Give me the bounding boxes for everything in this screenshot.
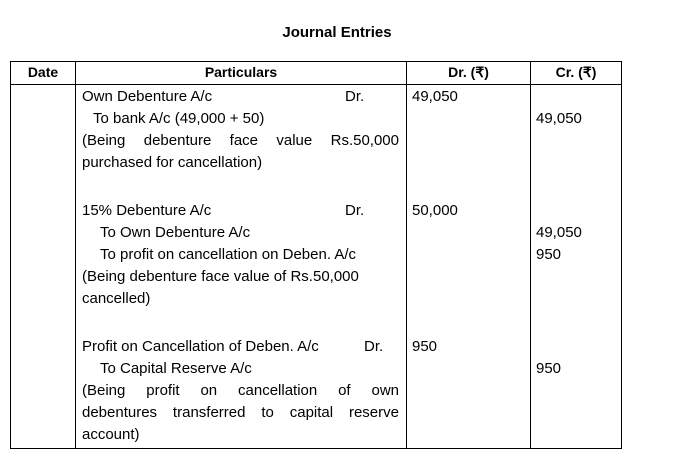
credit-amount: 950 — [536, 360, 562, 377]
credit-account: To Capital Reserve A/c — [100, 360, 252, 377]
column-divider — [530, 62, 531, 448]
header-date: Date — [27, 64, 59, 80]
journal-table — [10, 61, 622, 449]
debit-account: Own Debenture A/c — [82, 88, 213, 105]
narration-line: (Being debenture face value of Rs.50,000 — [82, 268, 359, 285]
dr-marker: Dr. — [364, 338, 384, 355]
page-title: Journal Entries — [282, 24, 392, 41]
header-dr: Dr. (₹) — [448, 64, 489, 80]
credit-account: To profit on cancellation on Deben. A/c — [100, 246, 356, 263]
debit-amount: 50,000 — [412, 202, 458, 219]
narration-line: purchased for cancellation) — [82, 154, 263, 171]
header-divider — [11, 84, 621, 85]
dr-marker: Dr. — [345, 88, 365, 105]
credit-amount: 49,050 — [536, 110, 582, 127]
credit-account: To bank A/c (49,000 + 50) — [93, 110, 265, 127]
header-cr: Cr. (₹) — [555, 64, 597, 80]
debit-account: Profit on Cancellation of Deben. A/c — [82, 338, 319, 355]
narration-line: cancelled) — [82, 290, 151, 307]
narration-line: (Being profit on cancellation of own — [82, 382, 399, 399]
credit-amount: 950 — [536, 246, 562, 263]
column-divider — [75, 62, 76, 448]
debit-amount: 49,050 — [412, 88, 458, 105]
debit-account: 15% Debenture A/c — [82, 202, 212, 219]
debit-amount: 950 — [412, 338, 438, 355]
narration-line: account) — [82, 426, 140, 443]
column-divider — [406, 62, 407, 448]
credit-amount: 49,050 — [536, 224, 582, 241]
credit-account: To Own Debenture A/c — [100, 224, 251, 241]
narration-line: debentures transferred to capital reserve — [82, 404, 399, 421]
narration-line: (Being debenture face value Rs.50,000 — [82, 132, 399, 149]
dr-marker: Dr. — [345, 202, 365, 219]
header-particulars: Particulars — [204, 64, 278, 80]
